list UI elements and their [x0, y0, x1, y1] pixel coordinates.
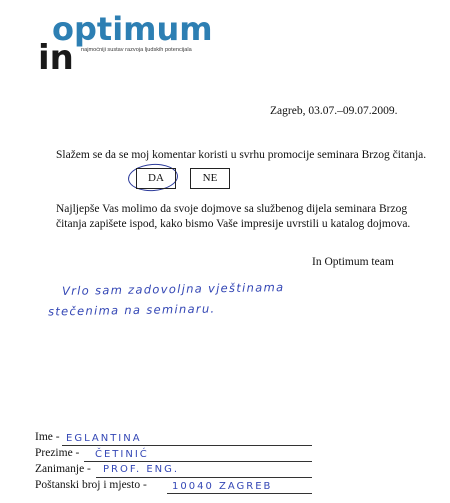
signoff: In Optimum team — [312, 256, 394, 268]
field-line-ime — [62, 445, 312, 446]
logo-tagline: najmoćniji sustav razvoja ljudskih potencijala — [81, 47, 192, 53]
logo-optimum-text: optimum — [52, 10, 213, 48]
invitation-line-2: čitanja zapišete ispod, kako bismo Vaše impresije uvrstili u katalog dojmova. — [56, 218, 411, 230]
consent-text: Slažem se da se moj komentar koristi u svrhu promocije seminara Brzog čitanja. — [56, 149, 427, 161]
handwritten-comment-line-2: stečenima na seminaru. — [47, 301, 216, 319]
field-value-zanimanje[interactable]: PROF. ENG. — [103, 464, 180, 475]
field-line-zanimanje — [96, 477, 312, 478]
field-label-prezime: Prezime - — [35, 447, 80, 459]
field-value-postanski[interactable]: 10040 ZAGREB — [172, 481, 273, 492]
option-da-box[interactable]: DA — [136, 168, 176, 189]
option-ne-box[interactable]: NE — [190, 168, 230, 189]
field-value-prezime[interactable]: ČETINIĆ — [95, 449, 149, 460]
field-line-postanski — [167, 493, 312, 494]
field-label-postanski: Poštanski broj i mjesto - — [35, 479, 147, 491]
logo — [38, 10, 238, 78]
logo-in-text: in — [38, 38, 74, 78]
field-label-zanimanje: Zanimanje - — [35, 463, 91, 475]
handwritten-comment-line-1: Vrlo sam zadovoljna vještinama — [61, 280, 285, 298]
date-line: Zagreb, 03.07.–09.07.2009. — [270, 105, 398, 117]
field-line-prezime — [84, 461, 312, 462]
invitation-line-1: Najljepše Vas molimo da svoje dojmove sa službenog dijela seminara Brzog — [56, 203, 408, 215]
field-value-ime[interactable]: EGLANTINA — [66, 433, 142, 444]
field-label-ime: Ime - — [35, 431, 60, 443]
